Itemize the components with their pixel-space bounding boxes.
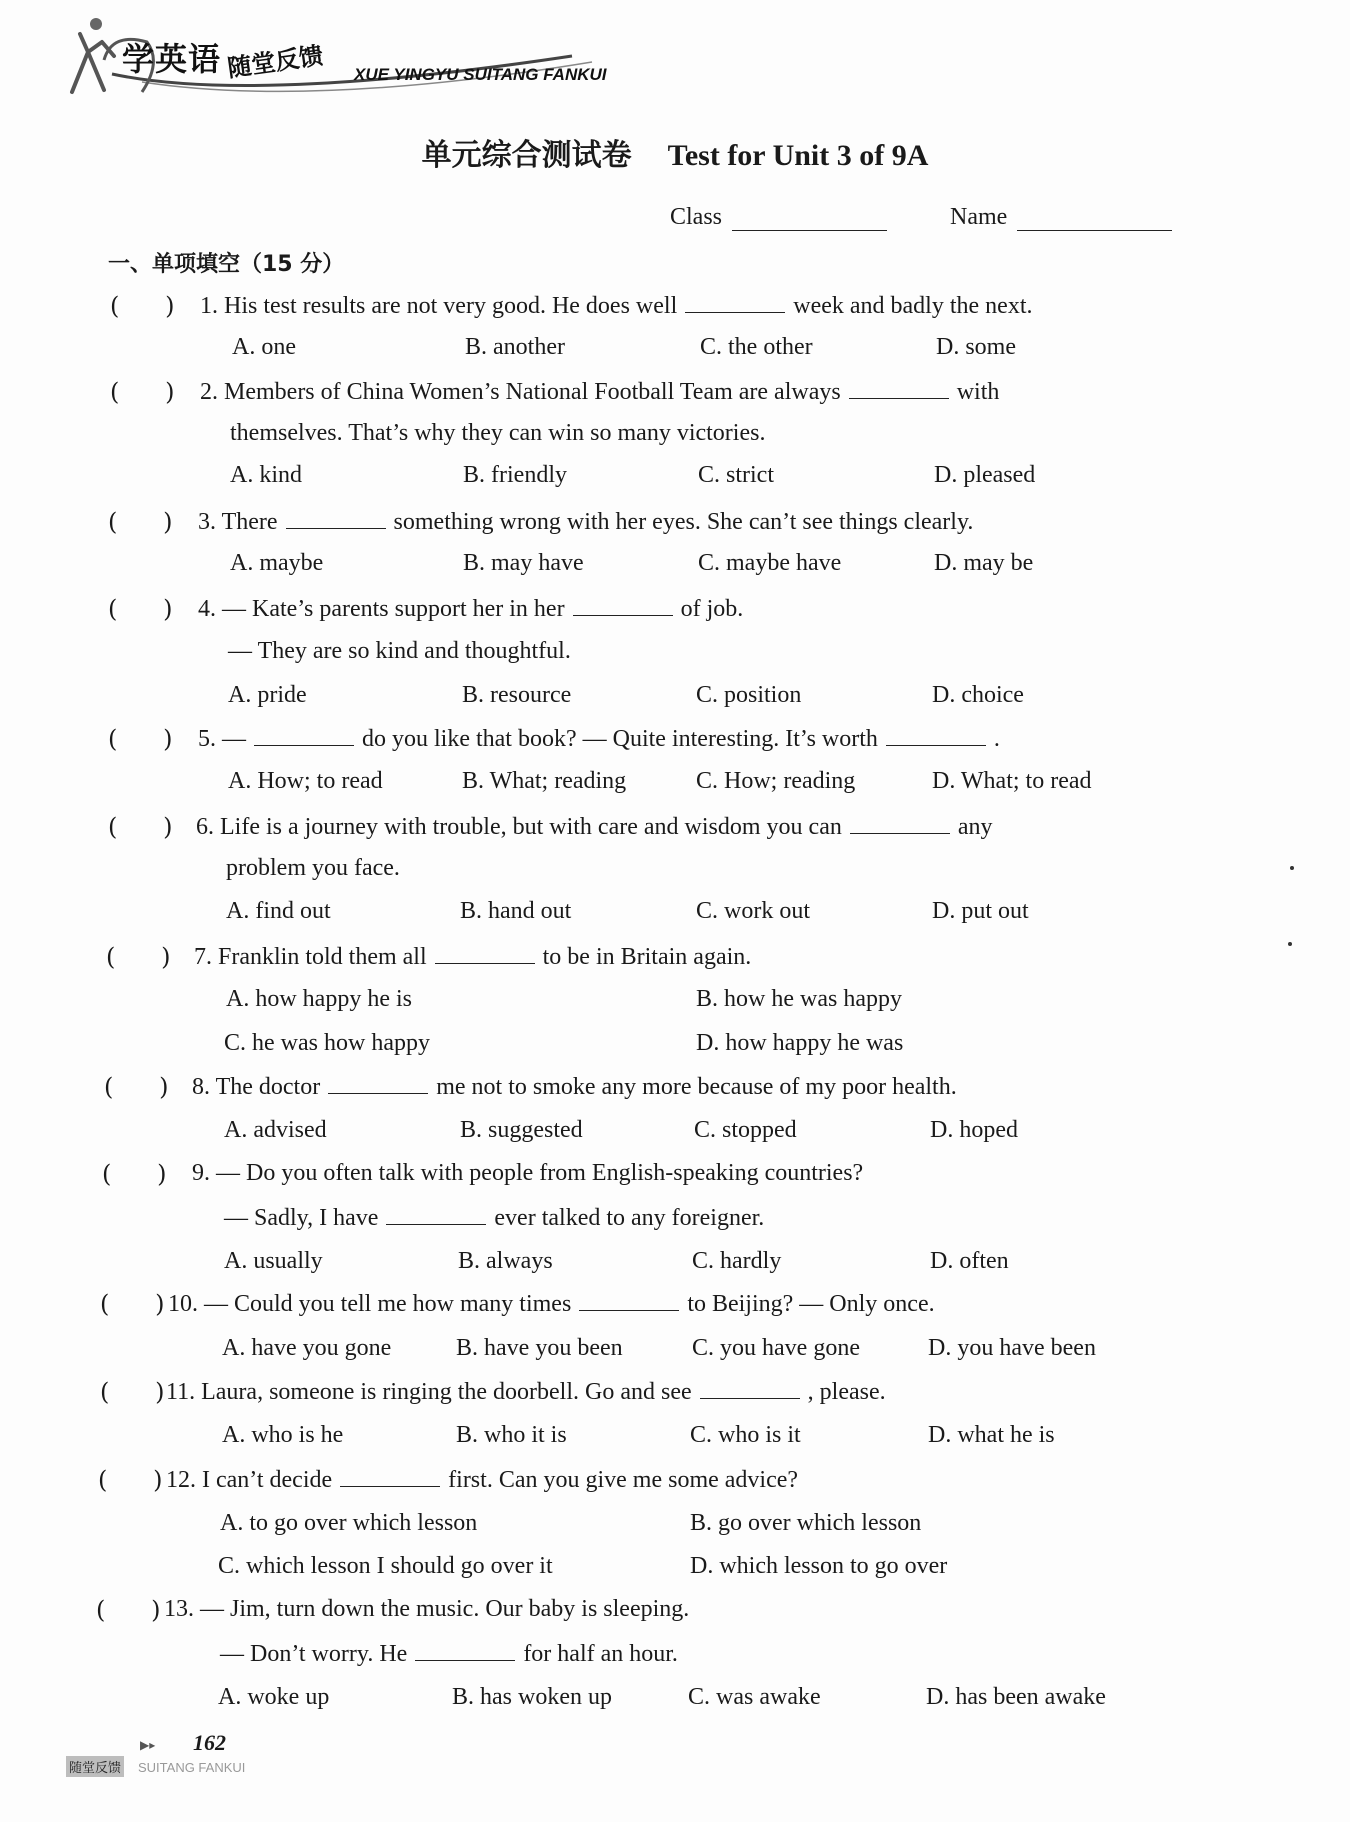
q-num: 11.: [166, 1379, 196, 1405]
header-cn-subtitle: 随堂反馈: [225, 41, 325, 83]
option-a[interactable]: A. kind: [230, 462, 302, 488]
option-c[interactable]: C. who is it: [690, 1422, 801, 1448]
q-blank[interactable]: [700, 1378, 800, 1399]
option-d[interactable]: D. choice: [932, 682, 1024, 708]
option-a[interactable]: A. maybe: [230, 550, 324, 576]
option-b[interactable]: B. suggested: [460, 1117, 583, 1143]
question-7: [194, 943, 751, 971]
q-text: — Could you tell me how many times: [204, 1291, 572, 1317]
option-c[interactable]: C. position: [696, 682, 802, 708]
answer-paren[interactable]: ( ): [102, 1160, 167, 1188]
footer-cn-label: 随堂反馈: [66, 1756, 124, 1777]
margin-dot: [1290, 866, 1294, 870]
answer-paren[interactable]: ( ): [96, 1596, 161, 1624]
answer-paren[interactable]: ( ): [100, 1378, 165, 1406]
option-a[interactable]: A. find out: [226, 898, 331, 924]
answer-paren[interactable]: ( ): [104, 1073, 169, 1101]
option-a[interactable]: A. How; to read: [228, 768, 383, 794]
option-d[interactable]: D. put out: [932, 898, 1029, 924]
answer-paren[interactable]: ( ): [106, 943, 171, 971]
option-a[interactable]: A. one: [232, 334, 296, 360]
q-num: 3.: [198, 509, 216, 535]
answer-paren[interactable]: ( ): [110, 292, 175, 320]
footer-en-label: SUITANG FANKUI: [138, 1760, 246, 1775]
q-blank[interactable]: [328, 1073, 428, 1094]
q-text: any: [957, 814, 993, 840]
q-text: — Sadly, I have: [224, 1205, 379, 1231]
q-text: with: [956, 379, 1000, 405]
question-4-line2: — They are so kind and thoughtful.: [228, 638, 571, 664]
option-b[interactable]: B. always: [458, 1248, 553, 1274]
q-text: I can’t decide: [202, 1467, 333, 1493]
q-num: 9.: [192, 1160, 210, 1186]
option-d[interactable]: D. may be: [934, 550, 1034, 576]
q-num: 6.: [196, 814, 214, 840]
option-d[interactable]: D. what he is: [928, 1422, 1055, 1448]
question-3: [198, 508, 973, 536]
answer-paren[interactable]: ( ): [108, 813, 173, 841]
q-text: to be in Britain again.: [542, 944, 752, 970]
q-blank[interactable]: [340, 1466, 440, 1487]
answer-paren[interactable]: ( ): [100, 1290, 165, 1318]
q-text: week and badly the next.: [793, 293, 1033, 319]
option-b[interactable]: B. friendly: [463, 462, 567, 488]
q-text: .: [993, 726, 1000, 752]
page-arrow-icon: ▶▸: [140, 1738, 156, 1752]
q-blank[interactable]: [849, 378, 949, 399]
question-13: [164, 1596, 689, 1623]
option-d[interactable]: D. how happy he was: [696, 1030, 904, 1056]
option-c[interactable]: C. you have gone: [692, 1335, 860, 1361]
option-c[interactable]: C. maybe have: [698, 550, 842, 576]
question-2-line2: themselves. That’s why they can win so many victories.: [230, 420, 766, 446]
option-b[interactable]: B. how he was happy: [696, 986, 902, 1012]
q-text: — Don’t worry. He: [220, 1641, 408, 1667]
option-a[interactable]: A. advised: [224, 1117, 327, 1143]
q-blank[interactable]: [386, 1204, 486, 1225]
answer-paren[interactable]: ( ): [108, 595, 173, 623]
name-blank[interactable]: [1017, 208, 1172, 231]
option-a[interactable]: A. woke up: [218, 1684, 330, 1710]
q-text: The doctor: [215, 1074, 321, 1100]
q-blank[interactable]: [286, 508, 386, 529]
header-cn-title: 学英语: [122, 40, 222, 78]
question-6-line2: problem you face.: [226, 855, 400, 881]
option-d[interactable]: D. you have been: [928, 1335, 1096, 1361]
title-cn: 单元综合测试卷: [421, 138, 632, 173]
option-a[interactable]: A. pride: [228, 682, 307, 708]
header-en-title: XUE YINGYU SUITANG FANKUI: [354, 65, 607, 84]
q-blank[interactable]: [850, 813, 950, 834]
option-d[interactable]: D. often: [930, 1248, 1009, 1274]
q-text: Laura, someone is ringing the doorbell. Go and see: [201, 1379, 692, 1405]
page-number: 162: [193, 1730, 226, 1755]
option-c[interactable]: C. the other: [700, 334, 813, 360]
q-text: — Kate’s parents support her in her: [222, 596, 565, 622]
q-num: 13.: [164, 1596, 194, 1622]
option-d[interactable]: D. hoped: [930, 1117, 1018, 1143]
q-text: ever talked to any foreigner.: [494, 1205, 765, 1231]
q-text: something wrong with her eyes. She can’t see things clearly.: [393, 509, 974, 535]
q-text: me not to smoke any more because of my poor health.: [436, 1074, 957, 1100]
option-b[interactable]: B. has woken up: [452, 1684, 612, 1710]
option-b[interactable]: B. have you been: [456, 1335, 623, 1361]
option-c[interactable]: C. was awake: [688, 1684, 821, 1710]
q-text: Life is a journey with trouble, but with care and wisdom you can: [220, 814, 842, 840]
option-b[interactable]: B. hand out: [460, 898, 572, 924]
option-c[interactable]: C. hardly: [692, 1248, 782, 1274]
q-text: — Do you often talk with people from English-speaking countries?: [216, 1160, 864, 1186]
option-a[interactable]: A. how happy he is: [226, 986, 412, 1012]
class-label: Class: [670, 204, 723, 230]
option-d[interactable]: D. What; to read: [932, 768, 1092, 794]
question-10: [168, 1290, 935, 1318]
option-d[interactable]: D. pleased: [934, 462, 1036, 488]
q-blank[interactable]: [573, 595, 673, 616]
q-text: His test results are not very good. He does well: [224, 293, 678, 319]
q-text: Franklin told them all: [218, 944, 427, 970]
q-num: 2.: [200, 379, 218, 405]
q-blank[interactable]: [435, 943, 535, 964]
question-8: [192, 1073, 957, 1101]
q-blank[interactable]: [886, 725, 986, 746]
class-blank[interactable]: [732, 208, 887, 231]
q-text: do you like that book? — Quite interesting. It’s worth: [362, 726, 878, 752]
answer-paren[interactable]: ( ): [108, 725, 173, 753]
q-text: — Jim, turn down the music. Our baby is sleeping.: [200, 1596, 690, 1622]
name-field: [950, 204, 1172, 231]
answer-paren[interactable]: ( ): [110, 378, 175, 406]
option-c[interactable]: C. strict: [698, 462, 774, 488]
title-en: Test for Unit 3 of 9A: [667, 139, 929, 172]
q-text: Members of China Women’s National Football Team are always: [224, 379, 841, 405]
question-5: [198, 725, 1000, 753]
q-text: —: [222, 726, 246, 752]
page-title: [0, 130, 1350, 174]
q-text: to Beijing? — Only once.: [687, 1291, 935, 1317]
option-b[interactable]: B. who it is: [456, 1422, 567, 1448]
option-b[interactable]: B. What; reading: [462, 768, 627, 794]
option-a[interactable]: A. have you gone: [222, 1335, 392, 1361]
q-num: 12.: [166, 1467, 196, 1493]
q-blank[interactable]: [685, 292, 785, 313]
q-text: first. Can you give me some advice?: [448, 1467, 799, 1493]
option-c[interactable]: C. How; reading: [696, 768, 856, 794]
question-12: [166, 1466, 798, 1494]
class-field: [670, 204, 887, 231]
q-num: 5.: [198, 726, 216, 752]
option-c[interactable]: C. which lesson I should go over it: [218, 1553, 553, 1579]
name-label: Name: [950, 204, 1008, 230]
header-banner: [52, 12, 632, 102]
question-6: [196, 813, 993, 841]
option-c[interactable]: C. stopped: [694, 1117, 797, 1143]
q-num: 4.: [198, 596, 216, 622]
option-c[interactable]: C. he was how happy: [224, 1030, 430, 1056]
option-d[interactable]: D. has been awake: [926, 1684, 1106, 1710]
margin-dot: [1288, 942, 1292, 946]
answer-paren[interactable]: ( ): [98, 1466, 163, 1494]
option-b[interactable]: B. go over which lesson: [690, 1510, 922, 1536]
question-2: [200, 378, 999, 406]
option-a[interactable]: A. who is he: [222, 1422, 344, 1448]
option-a[interactable]: A. to go over which lesson: [220, 1510, 478, 1536]
q-num: 10.: [168, 1291, 198, 1317]
option-d[interactable]: D. some: [936, 334, 1016, 360]
q-blank[interactable]: [254, 725, 354, 746]
answer-paren[interactable]: ( ): [108, 508, 173, 536]
q-blank[interactable]: [579, 1290, 679, 1311]
q-text: for half an hour.: [523, 1641, 678, 1667]
q-num: 8.: [192, 1074, 210, 1100]
q-text: of job.: [680, 596, 744, 622]
question-9: [192, 1160, 863, 1187]
option-c[interactable]: C. work out: [696, 898, 810, 924]
question-9-line2: [224, 1204, 764, 1232]
option-b[interactable]: B. another: [465, 334, 565, 360]
q-text: , please.: [807, 1379, 886, 1405]
question-11: [166, 1378, 886, 1406]
question-1: [200, 292, 1032, 320]
question-4: [198, 595, 743, 623]
option-b[interactable]: B. may have: [463, 550, 584, 576]
q-blank[interactable]: [415, 1640, 515, 1661]
q-num: 1.: [200, 293, 218, 319]
q-text: There: [221, 509, 278, 535]
option-b[interactable]: B. resource: [462, 682, 572, 708]
q-num: 7.: [194, 944, 212, 970]
section-heading: 一、单项填空（15 分）: [108, 252, 345, 277]
option-d[interactable]: D. which lesson to go over: [690, 1553, 948, 1579]
option-a[interactable]: A. usually: [224, 1248, 323, 1274]
question-13-line2: [220, 1640, 678, 1668]
